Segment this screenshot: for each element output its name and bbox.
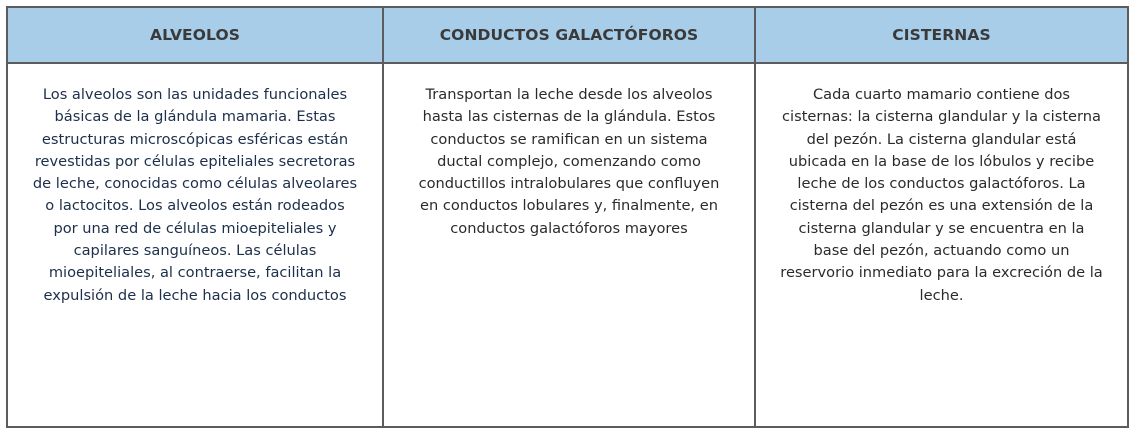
cell-alveolos-description: Los alveolos son las unidades funcionales básicas de la glándula mamaria. Estas estructuras microscópicas esféricas están revestidas por células epiteliales secretoras de leche, conocidas como células alveolares o lactocitos. Los alveolos están rodeados por una red de células mioepiteliales y capilares sanguíneos. Las células mioepiteliales, al contraerse, facilitan la expulsión de la leche hacia los conductos bbox=[32, 86, 358, 304]
cell-cisternas-description: Cada cuarto mamario contiene dos cisternas: la cisterna glandular y la cisterna del pezón. La cisterna glandular está ubicada en la base de los lóbulos y recibe leche de los conductos galactóforos. La cisterna del pezón es una extensión de la cisterna glandular y se encuentra en la base del pezón, actuando como un reservorio inmediato para la excreción de la leche. bbox=[754, 64, 1127, 426]
header-conductos-galactoforos: CONDUCTOS GALACTÓFOROS bbox=[382, 8, 754, 64]
cell-conductos-description: Transportan la leche desde los alveolos hasta las cisternas de la glándula. Estos conductos se ramifican en un sistema ductal complejo, comenzando como conductillos intralobulares que confluyen en conductos lobulares y, finalmente, en conductos galactóforos mayores bbox=[382, 64, 754, 426]
comparison-table bbox=[6, 6, 1129, 428]
header-cisternas: CISTERNAS bbox=[754, 8, 1127, 64]
header-alveolos: ALVEOLOS bbox=[8, 8, 382, 64]
